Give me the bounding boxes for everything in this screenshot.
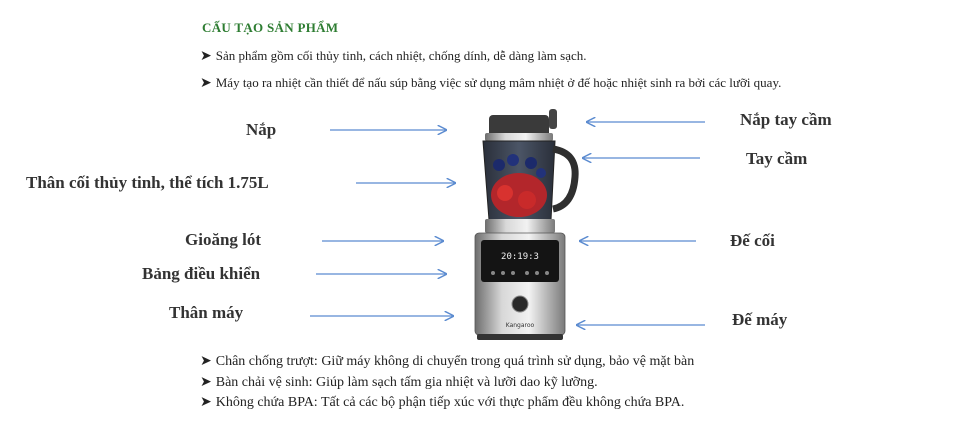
base-foot: [477, 334, 563, 340]
note-text: Bàn chải vệ sinh: Giúp làm sạch tấm gia nhiệt và lưỡi dao kỹ lưỡng.: [215, 375, 598, 390]
blueberry: [493, 159, 505, 171]
intro-text: Máy tạo ra nhiệt cần thiết để nấu súp bằng việc sử dụng mâm nhiệt ở đế hoặc nhiệt sinh ra bởi các lưỡi quay.: [215, 75, 782, 90]
bullet-arrow-icon: ➤: [200, 375, 212, 390]
lid-handle: [549, 109, 557, 129]
blender-illustration: [455, 105, 585, 345]
callout-de-coi: Đế cối: [730, 231, 775, 250]
jar-handle: [553, 149, 575, 209]
display-time: 20:19:3: [501, 252, 539, 262]
blueberry: [525, 157, 537, 169]
bullet-arrow-icon: ➤: [200, 49, 212, 64]
strawberry: [518, 191, 536, 209]
callout-bang-dieu-khien: Bảng điều khiển: [142, 264, 261, 283]
note-2: [200, 374, 598, 391]
blueberry: [507, 154, 519, 166]
lid-band: [485, 133, 553, 141]
callout-than-may: Thân máy: [169, 303, 244, 322]
bullet-arrow-icon: ➤: [200, 76, 212, 91]
intro-text: Sản phẩm gồm cối thủy tinh, cách nhiệt, chống dính, dễ dàng làm sạch.: [215, 48, 587, 63]
brand-logo: Kangaroo: [505, 322, 535, 329]
callout-tay-cam: Tay cầm: [746, 149, 808, 168]
note-1: [200, 353, 694, 370]
callout-de-may: Đế máy: [732, 310, 788, 329]
jar-base: [485, 219, 555, 233]
callout-nap: Nắp: [246, 120, 277, 139]
callout-than-coi: Thân cối thủy tinh, thể tích 1.75L: [26, 173, 269, 192]
callout-gioang-lot: Gioăng lót: [185, 230, 262, 249]
note-text: Không chứa BPA: Tất cả các bộ phận tiếp xúc với thực phẩm đều không chứa BPA.: [215, 395, 685, 410]
callout-nap-tay-cam: Nắp tay cầm: [740, 110, 832, 129]
bullet-arrow-icon: ➤: [200, 354, 212, 369]
control-knob: [512, 296, 528, 312]
bullet-arrow-icon: ➤: [200, 395, 212, 410]
strawberry: [497, 185, 513, 201]
note-3: [200, 394, 684, 411]
blueberry: [536, 168, 546, 178]
section-title: CẤU TẠO SẢN PHẨM: [202, 20, 339, 35]
note-text: Chân chống trượt: Giữ máy không di chuyển trong quá trình sử dụng, bảo vệ mặt bàn: [215, 354, 695, 369]
